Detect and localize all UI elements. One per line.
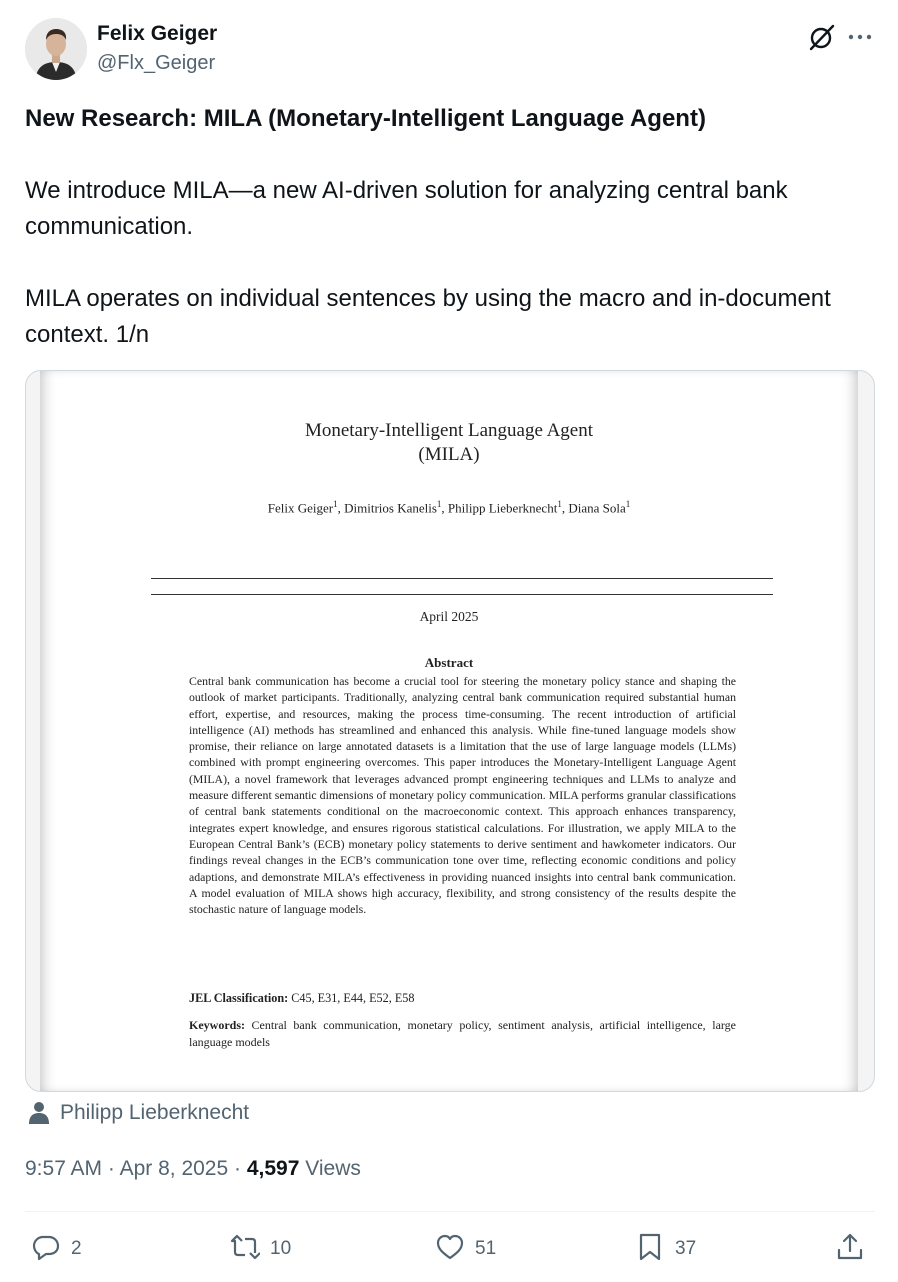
like-count: 51 <box>475 1238 497 1259</box>
paper-date: April 2025 <box>419 609 479 624</box>
paper-keywords-label: Keywords: <box>189 1018 245 1032</box>
grok-icon[interactable] <box>807 22 837 52</box>
meta-separator: · <box>102 1157 120 1180</box>
author-handle[interactable]: @Flx_Geiger <box>97 52 216 74</box>
tweet-media-image[interactable] <box>25 370 875 1092</box>
tweet-title: New Research: MILA (Monetary-Intelligent Language Agent) <box>25 105 706 132</box>
paper-jel <box>189 991 736 1006</box>
paper-title-line-1: Monetary-Intelligent Language Agent <box>304 420 594 441</box>
more-icon[interactable] <box>847 30 873 44</box>
reply-icon <box>31 1232 61 1262</box>
tweet-header <box>25 18 875 82</box>
paper-keywords-value: Central bank communication, monetary policy, sentiment analysis, artificial intelligence, large language models <box>189 1018 736 1049</box>
views-label: Views <box>299 1157 361 1180</box>
tagged-user-name: Philipp Lieberknecht <box>60 1101 250 1124</box>
views-count: 4,597 <box>246 1157 300 1180</box>
paper-jel-label: JEL Classification: <box>189 991 289 1005</box>
paper-rule-top <box>151 578 773 579</box>
meta-separator: · <box>228 1157 247 1180</box>
tweet-paragraph-1: We introduce MILA—a new AI-driven solution for analyzing central bank communication. <box>25 177 788 240</box>
share-icon <box>835 1232 865 1262</box>
paper-title <box>40 419 858 467</box>
paper-author-affiliation: 1 <box>625 499 631 509</box>
tweet-date[interactable]: Apr 8, 2025 <box>119 1157 229 1180</box>
avatar-portrait-icon <box>25 18 87 80</box>
paper-jel-value: C45, E31, E44, E52, E58 <box>291 991 415 1005</box>
paper-author-affiliation: 1 <box>436 499 442 509</box>
paper-author: Philipp Lieberknecht <box>447 500 558 516</box>
paper-title-line-2: (MILA) <box>418 444 480 465</box>
reply-count: 2 <box>71 1238 82 1259</box>
paper-abstract: Central bank communication has become a crucial tool for steering the monetary policy stance and shaping the outlook of market participants. Traditionally, analyzing central bank communication required substantial human effort, expertise, and resources, making the process time-consuming. The recent introduction of artificial intelligence (AI) methods has streamlined and enhanced this analysis. While fine-tuned language models show promise, their reliance on large annotated datasets is a limitation that the use of large language models (LLMs) combined with prompt engineering overcomes. This paper introduces the Monetary-Intelligent Language Agent (MILA), a novel framework that leverages advanced prompt engineering techniques and LLMs to analyze and measure different semantic dimensions of monetary policy communication. MILA performs granular classifications of central bank statements conditional on the macroeconomic context. This approach enhances transparency, integrates expert knowledge, and ensures rigorous statistical calculations. For illustration, we apply MILA to the European Central Bank’s (ECB) monetary policy statements to derive sentiment and hawkometer indicators. Our findings reveal changes in the ECB’s communication tone over time, reflecting economic conditions and policy adaptions, and demonstrate MILA’s effectiveness in providing nuanced insights into central bank communication. A model evaluation of MILA shows high accuracy, flexibility, and strong consistency of the results despite the stochastic nature of language models. <box>189 674 736 917</box>
heart-icon <box>435 1232 465 1262</box>
person-icon <box>28 1101 50 1125</box>
paper-page <box>40 371 858 1091</box>
author-name[interactable]: Felix Geiger <box>97 22 218 45</box>
divider <box>25 1211 875 1212</box>
paper-author-affiliation: 1 <box>557 499 562 509</box>
repost-icon <box>230 1232 260 1262</box>
bookmark-count: 37 <box>675 1238 697 1259</box>
tweet-actions <box>25 1230 875 1270</box>
paper-authors: Felix Geiger$^1$, Dimitrios Kanelis$^1$, Philipp Lieberknecht$^1$, Diana Sola$^1$ <box>267 499 631 516</box>
tweet-paragraph-2: MILA operates on individual sentences by using the macro and in-document context. 1/n <box>25 285 831 348</box>
tweet-text <box>25 101 875 353</box>
paper-author-affiliation: 1 <box>333 499 338 509</box>
tweet-meta <box>25 1157 361 1181</box>
avatar[interactable] <box>25 18 87 80</box>
share-button[interactable] <box>835 1230 867 1266</box>
paper-author: Dimitrios Kanelis <box>344 500 437 516</box>
repost-count: 10 <box>270 1238 292 1259</box>
paper-abstract-heading: Abstract <box>424 655 474 670</box>
paper-author: Diana Sola <box>568 500 626 516</box>
paper-rule-bottom <box>151 594 773 595</box>
paper-author: Felix Geiger <box>267 500 334 516</box>
bookmark-icon <box>635 1232 665 1262</box>
paper-keywords <box>189 1017 736 1050</box>
tweet-time[interactable]: 9:57 AM <box>25 1157 103 1180</box>
